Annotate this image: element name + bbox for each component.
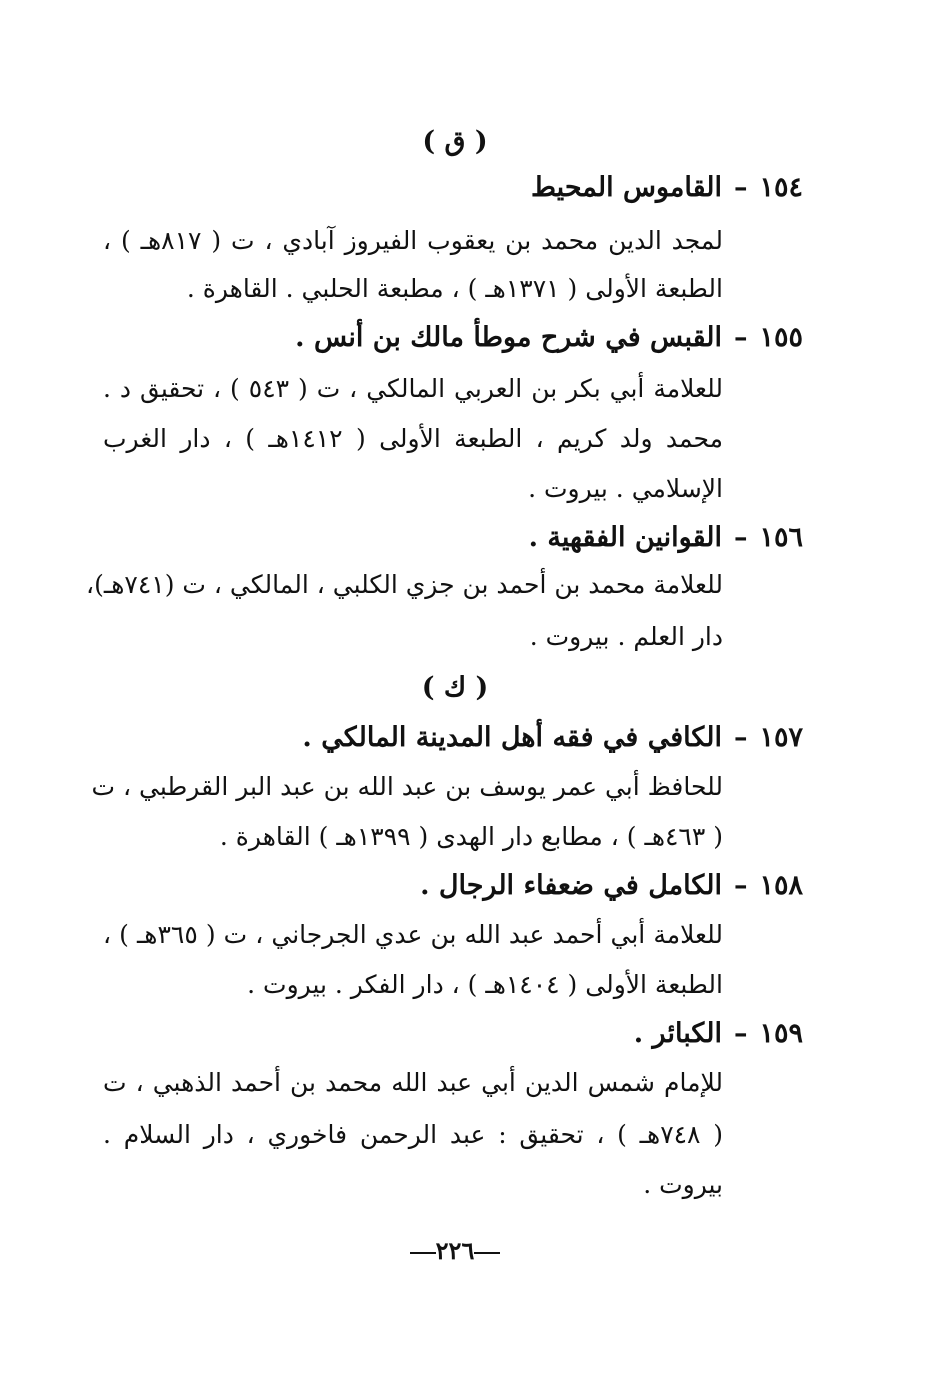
entry-line: للعلامة محمد بن أحمد بن جزي الكلبي ، المالكي ، ت (٧٤١هـ)، <box>86 570 723 599</box>
entry-line: لمجد الدين محمد بن يعقوب الفيروز آبادي ، ت ( ٨١٧هـ ) ، <box>103 226 724 255</box>
entry-title-157 <box>103 722 803 753</box>
entry-number: ١٥٦ <box>759 522 803 553</box>
entry-number: ١٥٤ <box>759 172 803 203</box>
entry-number: ١٥٨ <box>759 870 803 901</box>
entry-title-159 <box>103 1018 803 1049</box>
entry-line: دار العلم . بيروت . <box>529 622 723 651</box>
section-heading-qaf: ( ق ) <box>422 126 488 157</box>
entry-line: الطبعة الأولى ( ١٣٧١هـ ) ، مطبعة الحلبي . القاهرة . <box>186 274 723 303</box>
entry-line: بيروت . <box>643 1170 723 1199</box>
entry-dash: – <box>733 722 748 753</box>
section-heading-kaf: ( ك ) <box>421 672 489 703</box>
entry-line: للعلامة أبي أحمد عبد الله بن عدي الجرجاني ، ت ( ٣٦٥هـ ) ، <box>103 920 723 949</box>
entry-title-158 <box>103 870 803 901</box>
page-number-text: ٢٢٦ <box>435 1236 475 1265</box>
entry-title-155 <box>103 322 803 353</box>
entry-line: للحافظ أبي عمر يوسف بن عبد الله بن عبد البر القرطبي ، ت <box>91 772 723 801</box>
entry-title-text: الكافي في فقه أهل المدينة المالكي . <box>302 722 722 753</box>
entry-line: محمد ولد كريم ، الطبعة الأولى ( ١٤١٢هـ ) ، دار الغرب <box>103 424 723 453</box>
entry-dash: – <box>733 870 748 901</box>
entry-number: ١٥٩ <box>759 1018 803 1049</box>
entry-line: الطبعة الأولى ( ١٤٠٤هـ ) ، دار الفكر . بيروت . <box>247 970 723 999</box>
entry-dash: – <box>733 1018 748 1049</box>
page-number <box>0 1236 910 1265</box>
entry-line: للإمام شمس الدين أبي عبد الله محمد بن أحمد الذهبي ، ت <box>103 1068 723 1097</box>
entry-title-text: الكبائر . <box>633 1018 722 1049</box>
entry-title-text: القبس في شرح موطأ مالك بن أنس . <box>295 322 722 353</box>
entry-line: للعلامة أبي بكر بن العربي المالكي ، ت ( ٥٤٣ ) ، تحقيق د . <box>103 374 723 403</box>
entry-dash: – <box>733 522 748 553</box>
entry-dash: – <box>733 172 748 203</box>
entry-line: الإسلامي . بيروت . <box>528 474 723 503</box>
entry-dash: – <box>733 322 748 353</box>
entry-number: ١٥٥ <box>759 322 803 353</box>
entry-line: ( ٤٦٣هـ ) ، مطابع دار الهدى ( ١٣٩٩هـ ) القاهرة . <box>219 822 723 851</box>
entry-line: ( ٧٤٨هـ ) ، تحقيق : عبد الرحمن فاخوري ، دار السلام . <box>103 1120 724 1149</box>
page-number-rule-right <box>410 1252 436 1254</box>
entry-title-text: القاموس المحيط <box>531 172 722 203</box>
entry-title-156 <box>103 522 803 553</box>
entry-number: ١٥٧ <box>759 722 803 753</box>
entry-title-154 <box>103 172 803 203</box>
page-number-rule-left <box>474 1252 500 1254</box>
entry-title-text: الكامل في ضعفاء الرجال . <box>420 870 722 901</box>
entry-title-text: القوانين الفقهية . <box>528 522 722 553</box>
